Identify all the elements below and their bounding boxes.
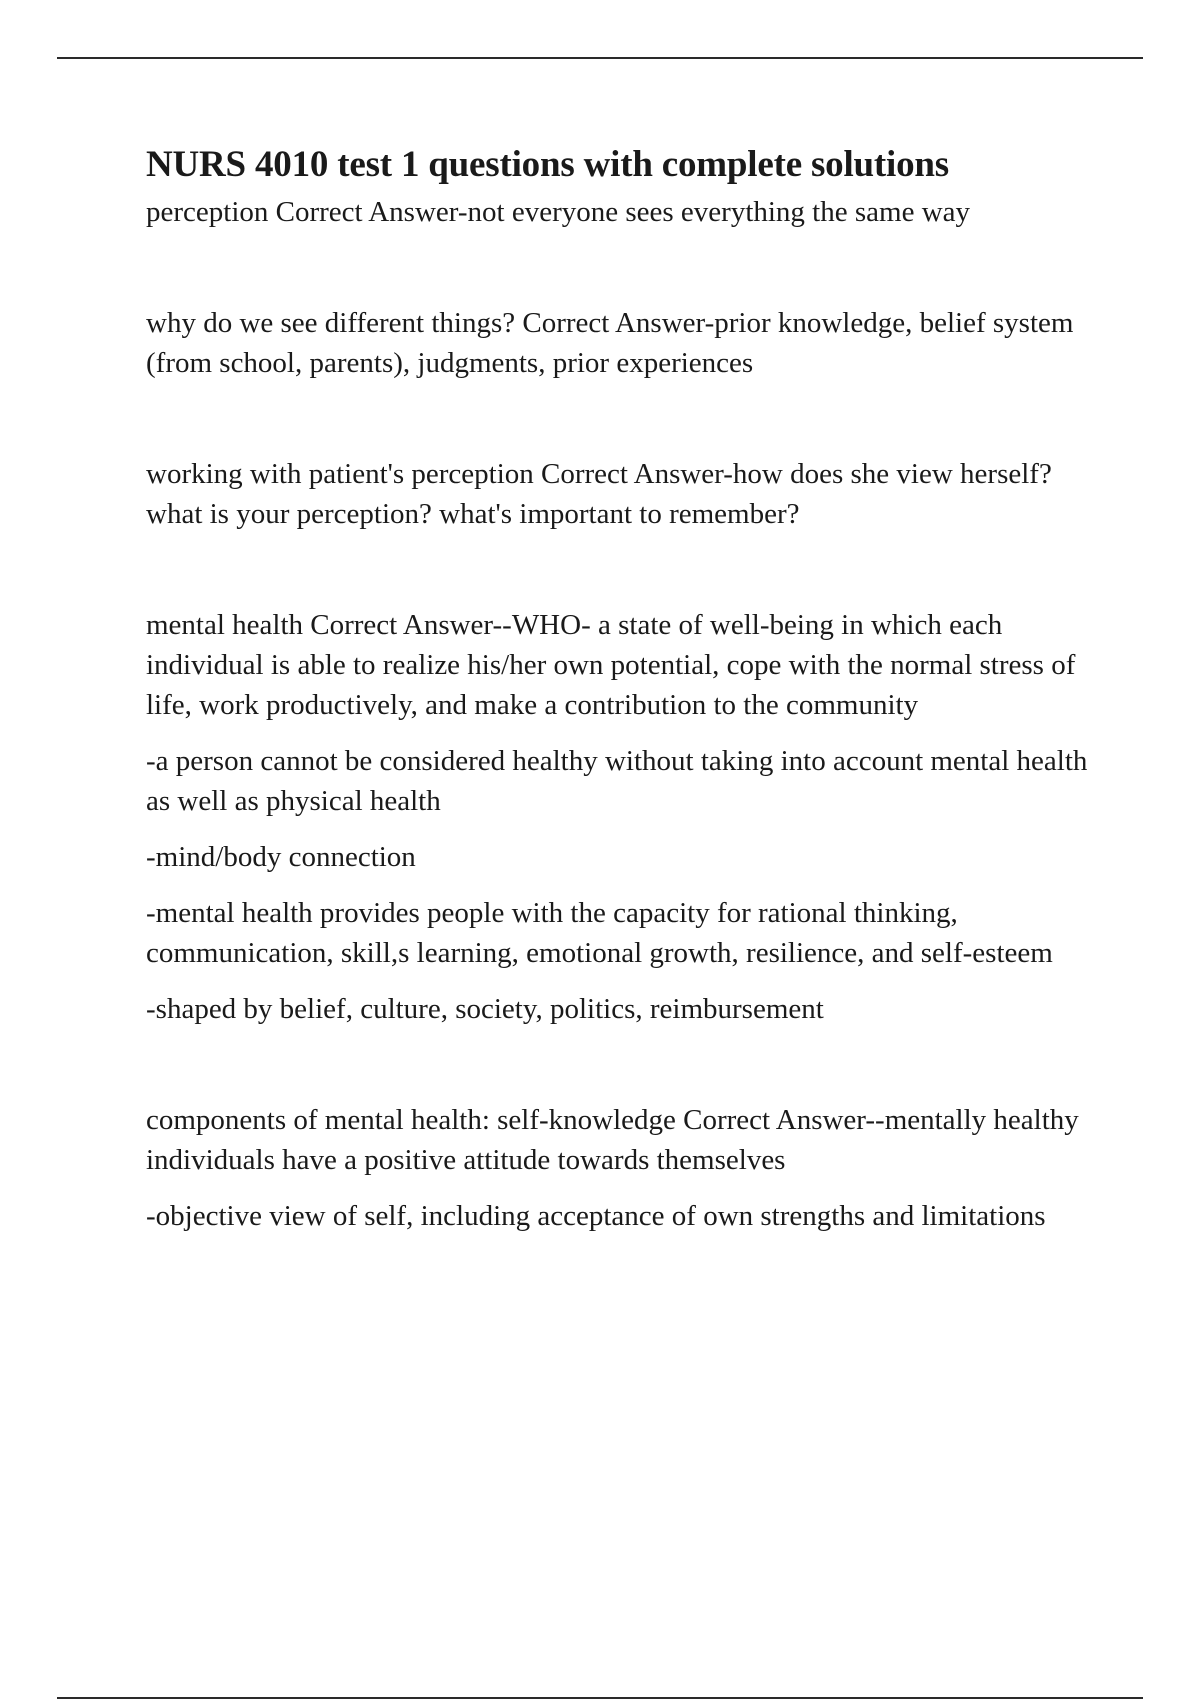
qa-paragraph: -a person cannot be considered healthy without taking into account mental health as well as physical health — [146, 745, 1088, 817]
qa-entry-self-knowledge — [146, 1100, 1106, 1236]
qa-entry-patient-perception — [146, 454, 1106, 534]
header-rule — [57, 57, 1143, 59]
document-body — [146, 142, 1106, 1236]
qa-entry-perception — [146, 192, 1106, 232]
qa-paragraph: why do we see different things? Correct Answer-prior knowledge, belief system (from school, parents), judgments, prior experiences — [146, 307, 1074, 379]
qa-paragraph: working with patient's perception Correct Answer-how does she view herself? what is your perception? what's important to remember? — [146, 458, 1052, 530]
qa-paragraph: components of mental health: self-knowledge Correct Answer--mentally healthy individuals have a positive attitude towards themselves — [146, 1104, 1079, 1176]
qa-paragraph: mental health Correct Answer--WHO- a state of well-being in which each individual is able to realize his/her own potential, cope with the normal stress of life, work productively, and make a contribution to the community — [146, 609, 1076, 721]
qa-entry-mental-health — [146, 605, 1106, 1029]
qa-paragraph: -mind/body connection — [146, 841, 416, 873]
qa-paragraph: perception Correct Answer-not everyone sees everything the same way — [146, 196, 971, 228]
qa-paragraph: -objective view of self, including acceptance of own strengths and limitations — [146, 1200, 1046, 1232]
qa-paragraph: -shaped by belief, culture, society, politics, reimbursement — [146, 993, 824, 1025]
document-title: NURS 4010 test 1 questions with complete solutions — [146, 144, 950, 185]
footer-rule — [57, 1697, 1143, 1699]
qa-entry-different-things — [146, 303, 1106, 383]
qa-paragraph: -mental health provides people with the capacity for rational thinking, communication, skill,s learning, emotional growth, resilience, and self-esteem — [146, 897, 1053, 969]
